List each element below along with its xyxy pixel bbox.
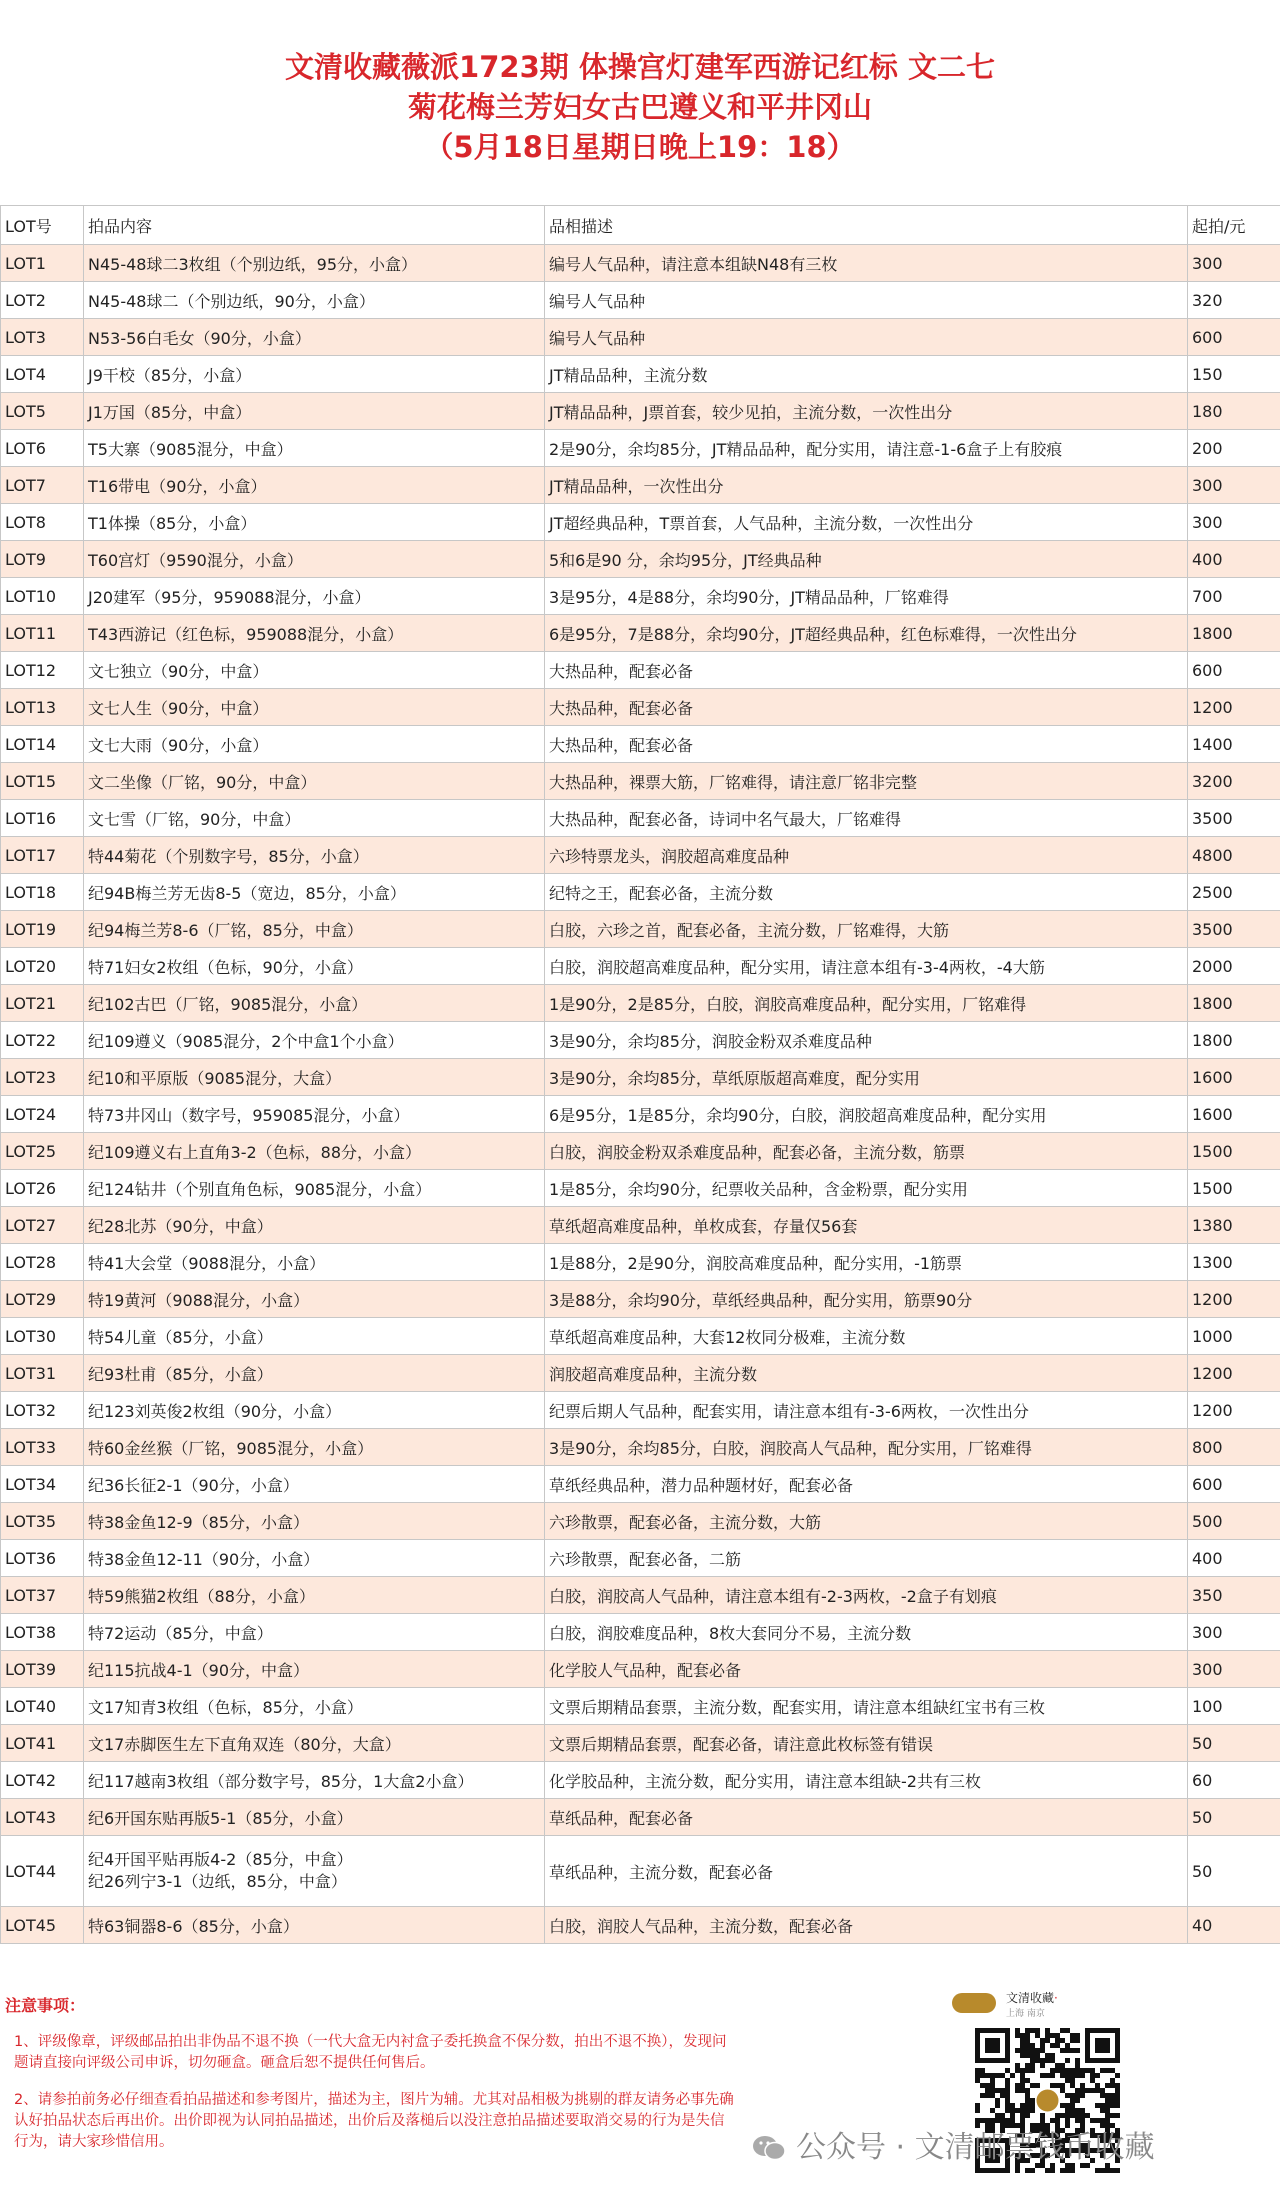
desc-cell: 白胶，润胶难度品种，8枚大套同分不易，主流分数 [545, 1614, 1188, 1651]
price-cell: 1000 [1188, 1318, 1280, 1355]
item-cell: 纪94B梅兰芳无齿8-5（宽边，85分，小盒） [84, 874, 545, 911]
item-cell: 特38金鱼12-11（90分，小盒） [84, 1540, 545, 1577]
desc-cell: JT超经典品种，T票首套，人气品种，主流分数，一次性出分 [545, 504, 1188, 541]
item-cell: 纪117越南3枚组（部分数字号，85分，1大盒2小盒） [84, 1762, 545, 1799]
lot-cell: LOT42 [1, 1762, 84, 1799]
table-row [1, 1392, 1280, 1429]
lot-cell: LOT21 [1, 985, 84, 1022]
item-cell: 特63铜器8-6（85分，小盒） [84, 1907, 545, 1944]
lot-cell: LOT32 [1, 1392, 84, 1429]
table-row [1, 689, 1280, 726]
brand-card: 文清收藏· 上海 南京 [952, 1985, 1132, 2025]
price-cell: 200 [1188, 430, 1280, 467]
item-cell: 文七独立（90分，中盒） [84, 652, 545, 689]
lot-cell: LOT31 [1, 1355, 84, 1392]
table-row [1, 1096, 1280, 1133]
item-cell: 特60金丝猴（厂铭，9085混分，小盒） [84, 1429, 545, 1466]
lot-cell: LOT20 [1, 948, 84, 985]
item-cell: 纪93杜甫（85分，小盒） [84, 1355, 545, 1392]
desc-cell: 大热品种，裸票大筋，厂铭难得，请注意厂铭非完整 [545, 763, 1188, 800]
desc-cell: 化学胶品种，主流分数，配分实用，请注意本组缺-2共有三枚 [545, 1762, 1188, 1799]
item-cell: 特59熊猫2枚组（88分，小盒） [84, 1577, 545, 1614]
price-cell: 300 [1188, 504, 1280, 541]
item-cell: 特41大会堂（9088混分，小盒） [84, 1244, 545, 1281]
table-row [1, 985, 1280, 1022]
table-row [1, 1688, 1280, 1725]
desc-cell: 六珍散票，配套必备，主流分数，大筋 [545, 1503, 1188, 1540]
item-cell: 纪124钻井（个别直角色标，9085混分，小盒） [84, 1170, 545, 1207]
table-row [1, 1836, 1280, 1907]
desc-cell: 白胶，六珍之首，配套必备，主流分数，厂铭难得，大筋 [545, 911, 1188, 948]
desc-cell: 大热品种，配套必备 [545, 689, 1188, 726]
table-row [1, 504, 1280, 541]
lot-cell: LOT22 [1, 1022, 84, 1059]
desc-cell: 白胶，润胶高人气品种，请注意本组有-2-3两枚，-2盒子有划痕 [545, 1577, 1188, 1614]
table-row [1, 1170, 1280, 1207]
note-item: 2、请参拍前务必仔细查看拍品描述和参考图片，描述为主，图片为辅。尤其对品相极为挑剔的群友请务必事先确认好拍品状态后再出价。出价即视为认同拍品描述，出价后及落槌后以没注意拍品描述要取消交易的行为是失信行为，请大家珍惜信用。 [14, 2092, 734, 2150]
desc-cell: 白胶，润胶超高难度品种，配分实用，请注意本组有-3-4两枚，-4大筋 [545, 948, 1188, 985]
table-row [1, 1651, 1280, 1688]
desc-cell: 白胶，润胶人气品种，主流分数，配套必备 [545, 1907, 1188, 1944]
lot-cell: LOT2 [1, 282, 84, 319]
notes-section [0, 1980, 760, 2153]
table-row [1, 1429, 1280, 1466]
price-cell: 300 [1188, 245, 1280, 282]
lot-cell: LOT12 [1, 652, 84, 689]
table-row [1, 1466, 1280, 1503]
item-cell: 特19黄河（9088混分，小盒） [84, 1281, 545, 1318]
column-header-desc: 品相描述 [545, 206, 1188, 245]
price-cell: 600 [1188, 652, 1280, 689]
price-cell: 1800 [1188, 615, 1280, 652]
price-cell: 180 [1188, 393, 1280, 430]
lot-cell: LOT30 [1, 1318, 84, 1355]
desc-cell: 1是88分，2是90分，润胶高难度品种，配分实用，-1筋票 [545, 1244, 1188, 1281]
price-cell: 1300 [1188, 1244, 1280, 1281]
table-row [1, 1281, 1280, 1318]
desc-cell: 草纸超高难度品种，单枚成套，存量仅56套 [545, 1207, 1188, 1244]
price-cell: 1500 [1188, 1133, 1280, 1170]
item-cell: 纪10和平原版（9085混分，大盒） [84, 1059, 545, 1096]
desc-cell: 大热品种，配套必备，诗词中名气最大，厂铭难得 [545, 800, 1188, 837]
item-cell: T1体操（85分，小盒） [84, 504, 545, 541]
desc-cell: 1是85分，余均90分，纪票收关品种，含金粉票，配分实用 [545, 1170, 1188, 1207]
price-cell: 1380 [1188, 1207, 1280, 1244]
lot-cell: LOT33 [1, 1429, 84, 1466]
table-row [1, 948, 1280, 985]
lot-cell: LOT34 [1, 1466, 84, 1503]
lot-cell: LOT14 [1, 726, 84, 763]
item-cell: 文17知青3枚组（色标，85分，小盒） [84, 1688, 545, 1725]
desc-cell: 3是90分，余均85分，草纸原版超高难度，配分实用 [545, 1059, 1188, 1096]
desc-cell: JT精品品种，主流分数 [545, 356, 1188, 393]
lot-cell: LOT41 [1, 1725, 84, 1762]
desc-cell: 3是95分，4是88分，余均90分，JT精品品种，厂铭难得 [545, 578, 1188, 615]
desc-cell: 六珍散票，配套必备，二筋 [545, 1540, 1188, 1577]
desc-cell: 大热品种，配套必备 [545, 652, 1188, 689]
lot-cell: LOT44 [1, 1836, 84, 1907]
price-cell: 1200 [1188, 1281, 1280, 1318]
note-item: 1、评级像章，评级邮品拍出非伪品不退不换（一代大盒无内衬盒子委托换盒不保分数，拍出不退不换），发现问题请直接向评级公司申诉，切勿砸盒。砸盒后恕不提供任何售后。 [14, 2034, 727, 2071]
lot-cell: LOT5 [1, 393, 84, 430]
lot-cell: LOT26 [1, 1170, 84, 1207]
lot-table [0, 205, 1280, 1944]
brand-name: 文清收藏 [1006, 1991, 1055, 2005]
table-row [1, 1318, 1280, 1355]
wechat-icon [752, 2134, 786, 2162]
item-cell: J20建军（95分，959088混分，小盒） [84, 578, 545, 615]
price-cell: 1800 [1188, 985, 1280, 1022]
table-row [1, 319, 1280, 356]
price-cell: 2000 [1188, 948, 1280, 985]
item-cell: 文二坐像（厂铭，90分，中盒） [84, 763, 545, 800]
lot-cell: LOT27 [1, 1207, 84, 1244]
item-cell: 纪123刘英俊2枚组（90分，小盒） [84, 1392, 545, 1429]
table-row [1, 837, 1280, 874]
desc-cell: 文票后期精品套票，配套必备，请注意此枚标签有错误 [545, 1725, 1188, 1762]
table-row [1, 1762, 1280, 1799]
desc-cell: 6是95分，1是85分，余均90分，白胶，润胶超高难度品种，配分实用 [545, 1096, 1188, 1133]
column-header-price: 起拍/元 [1188, 206, 1280, 245]
item-cell: J9干校（85分，小盒） [84, 356, 545, 393]
table-row [1, 282, 1280, 319]
item-cell: 纪115抗战4-1（90分，中盒） [84, 1651, 545, 1688]
table-row [1, 1614, 1280, 1651]
lot-cell: LOT23 [1, 1059, 84, 1096]
price-cell: 1600 [1188, 1059, 1280, 1096]
table-row [1, 393, 1280, 430]
item-cell: 纪94梅兰芳8-6（厂铭，85分，中盒） [84, 911, 545, 948]
price-cell: 300 [1188, 1614, 1280, 1651]
wechat-account-label: 公众号 · 文清邮票钱币收藏 [796, 2130, 1155, 2165]
item-cell: N53-56白毛女（90分，小盒） [84, 319, 545, 356]
table-row [1, 652, 1280, 689]
price-cell: 800 [1188, 1429, 1280, 1466]
lot-cell: LOT40 [1, 1688, 84, 1725]
brand-logo-icon [952, 1993, 996, 2013]
table-row [1, 1799, 1280, 1836]
item-cell: 文七人生（90分，中盒） [84, 689, 545, 726]
table-row [1, 1725, 1280, 1762]
table-row [1, 245, 1280, 282]
table-row [1, 763, 1280, 800]
price-cell: 50 [1188, 1836, 1280, 1907]
price-cell: 2500 [1188, 874, 1280, 911]
item-cell: J1万国（85分，中盒） [84, 393, 545, 430]
lot-cell: LOT11 [1, 615, 84, 652]
lot-cell: LOT36 [1, 1540, 84, 1577]
table-row [1, 1503, 1280, 1540]
price-cell: 150 [1188, 356, 1280, 393]
table-row [1, 541, 1280, 578]
price-cell: 300 [1188, 1651, 1280, 1688]
price-cell: 1600 [1188, 1096, 1280, 1133]
item-cell: 文七大雨（90分，小盒） [84, 726, 545, 763]
auction-subtitle: 菊花梅兰芳妇女古巴遵义和平井冈山 [407, 90, 872, 124]
item-cell: 特71妇女2枚组（色标，90分，小盒） [84, 948, 545, 985]
price-cell: 400 [1188, 541, 1280, 578]
item-cell: 纪36长征2-1（90分，小盒） [84, 1466, 545, 1503]
desc-cell: 编号人气品种 [545, 319, 1188, 356]
lot-cell: LOT37 [1, 1577, 84, 1614]
item-cell: 纪28北苏（90分，中盒） [84, 1207, 545, 1244]
item-cell: T60宫灯（9590混分，小盒） [84, 541, 545, 578]
price-cell: 3200 [1188, 763, 1280, 800]
price-cell: 50 [1188, 1799, 1280, 1836]
desc-cell: 3是90分，余均85分，润胶金粉双杀难度品种 [545, 1022, 1188, 1059]
item-cell: 特54儿童（85分，小盒） [84, 1318, 545, 1355]
price-cell: 700 [1188, 578, 1280, 615]
item-cell: 纪4开国平贴再版4-2（85分，中盒） 纪26列宁3-1（边纸，85分，中盒） [84, 1836, 545, 1907]
price-cell: 50 [1188, 1725, 1280, 1762]
lot-cell: LOT3 [1, 319, 84, 356]
table-row [1, 1355, 1280, 1392]
lot-cell: LOT9 [1, 541, 84, 578]
price-cell: 1200 [1188, 689, 1280, 726]
desc-cell: 纪票后期人气品种，配套实用，请注意本组有-3-6两枚，一次性出分 [545, 1392, 1188, 1429]
wechat-official-account [752, 2130, 1272, 2166]
lot-table-body [1, 245, 1280, 1944]
auction-datetime: （5月18日星期日晚上19：18） [424, 130, 856, 164]
desc-cell: 编号人气品种 [545, 282, 1188, 319]
price-cell: 400 [1188, 1540, 1280, 1577]
price-cell: 320 [1188, 282, 1280, 319]
desc-cell: 编号人气品种，请注意本组缺N48有三枚 [545, 245, 1188, 282]
price-cell: 40 [1188, 1907, 1280, 1944]
desc-cell: 1是90分，2是85分，白胶，润胶高难度品种，配分实用，厂铭难得 [545, 985, 1188, 1022]
lot-cell: LOT7 [1, 467, 84, 504]
price-cell: 500 [1188, 1503, 1280, 1540]
desc-cell: 白胶，润胶金粉双杀难度品种，配套必备，主流分数，筋票 [545, 1133, 1188, 1170]
auction-title: 文清收藏薇派1723期 体操宫灯建军西游记红标 文二七 [285, 50, 995, 84]
desc-cell: JT精品品种，一次性出分 [545, 467, 1188, 504]
desc-cell: 6是95分，7是88分，余均90分，JT超经典品种，红色标难得，一次性出分 [545, 615, 1188, 652]
price-cell: 600 [1188, 319, 1280, 356]
desc-cell: 5和6是90 分，余均95分，JT经典品种 [545, 541, 1188, 578]
desc-cell: 大热品种，配套必备 [545, 726, 1188, 763]
table-row [1, 874, 1280, 911]
lot-cell: LOT1 [1, 245, 84, 282]
table-row [1, 356, 1280, 393]
table-row [1, 911, 1280, 948]
item-cell: T5大寨（9085混分，中盒） [84, 430, 545, 467]
table-row [1, 1059, 1280, 1096]
column-header-item: 拍品内容 [84, 206, 545, 245]
item-cell: 特44菊花（个别数字号，85分，小盒） [84, 837, 545, 874]
price-cell: 300 [1188, 467, 1280, 504]
desc-cell: 文票后期精品套票，主流分数，配套实用，请注意本组缺红宝书有三枚 [545, 1688, 1188, 1725]
price-cell: 1400 [1188, 726, 1280, 763]
table-row [1, 1577, 1280, 1614]
desc-cell: 草纸经典品种，潜力品种题材好，配套必备 [545, 1466, 1188, 1503]
price-cell: 3500 [1188, 800, 1280, 837]
item-cell: 纪109遵义（9085混分，2个中盒1个小盒） [84, 1022, 545, 1059]
price-cell: 600 [1188, 1466, 1280, 1503]
lot-cell: LOT38 [1, 1614, 84, 1651]
table-row [1, 1244, 1280, 1281]
table-row [1, 1133, 1280, 1170]
lot-cell: LOT43 [1, 1799, 84, 1836]
table-row [1, 726, 1280, 763]
lot-cell: LOT19 [1, 911, 84, 948]
desc-cell: 纪特之王，配套必备，主流分数 [545, 874, 1188, 911]
desc-cell: 草纸品种，主流分数，配套必备 [545, 1836, 1188, 1907]
lot-cell: LOT6 [1, 430, 84, 467]
lot-cell: LOT4 [1, 356, 84, 393]
lot-cell: LOT39 [1, 1651, 84, 1688]
desc-cell: 化学胶人气品种，配套必备 [545, 1651, 1188, 1688]
price-cell: 1800 [1188, 1022, 1280, 1059]
lot-cell: LOT8 [1, 504, 84, 541]
desc-cell: 3是88分，余均90分，草纸经典品种，配分实用，筋票90分 [545, 1281, 1188, 1318]
item-cell: 纪6开国东贴再版5-1（85分，小盒） [84, 1799, 545, 1836]
table-row [1, 578, 1280, 615]
table-header-row [1, 206, 1280, 245]
column-header-lot: LOT号 [1, 206, 84, 245]
lot-cell: LOT24 [1, 1096, 84, 1133]
lot-cell: LOT35 [1, 1503, 84, 1540]
table-row [1, 615, 1280, 652]
lot-cell: LOT28 [1, 1244, 84, 1281]
desc-cell: 3是90分，余均85分，白胶，润胶高人气品种，配分实用，厂铭难得 [545, 1429, 1188, 1466]
lot-cell: LOT25 [1, 1133, 84, 1170]
desc-cell: 草纸品种，配套必备 [545, 1799, 1188, 1836]
lot-cell: LOT18 [1, 874, 84, 911]
item-cell: 特72运动（85分，中盒） [84, 1614, 545, 1651]
lot-cell: LOT45 [1, 1907, 84, 1944]
item-cell: 特73井冈山（数字号，959085混分，小盒） [84, 1096, 545, 1133]
lot-cell: LOT10 [1, 578, 84, 615]
item-cell: 纪102古巴（厂铭，9085混分，小盒） [84, 985, 545, 1022]
lot-cell: LOT15 [1, 763, 84, 800]
table-row [1, 800, 1280, 837]
desc-cell: 草纸超高难度品种，大套12枚同分极难，主流分数 [545, 1318, 1188, 1355]
table-row [1, 1540, 1280, 1577]
price-cell: 4800 [1188, 837, 1280, 874]
notes-title: 注意事项： [5, 1996, 86, 2015]
lot-cell: LOT16 [1, 800, 84, 837]
desc-cell: 六珍特票龙头，润胶超高难度品种 [545, 837, 1188, 874]
item-cell: 文七雪（厂铭，90分，中盒） [84, 800, 545, 837]
price-cell: 3500 [1188, 911, 1280, 948]
desc-cell: 2是90分，余均85分，JT精品品种，配分实用，请注意-1-6盒子上有胶痕 [545, 430, 1188, 467]
item-cell: 文17赤脚医生左下直角双连（80分，大盒） [84, 1725, 545, 1762]
table-row [1, 467, 1280, 504]
brand-subtitle: 上海 南京 [1006, 2009, 1045, 2019]
price-cell: 350 [1188, 1577, 1280, 1614]
item-cell: N45-48球二3枚组（个别边纸，95分，小盒） [84, 245, 545, 282]
desc-cell: 润胶超高难度品种，主流分数 [545, 1355, 1188, 1392]
price-cell: 100 [1188, 1688, 1280, 1725]
lot-cell: LOT13 [1, 689, 84, 726]
item-cell: 纪109遵义右上直角3-2（色标，88分，小盒） [84, 1133, 545, 1170]
price-cell: 1500 [1188, 1170, 1280, 1207]
item-cell: T16带电（90分，小盒） [84, 467, 545, 504]
item-cell: 特38金鱼12-9（85分，小盒） [84, 1503, 545, 1540]
lot-cell: LOT17 [1, 837, 84, 874]
item-cell: N45-48球二（个别边纸，90分，小盒） [84, 282, 545, 319]
item-cell: T43西游记（红色标，959088混分，小盒） [84, 615, 545, 652]
table-row [1, 1022, 1280, 1059]
table-row [1, 1907, 1280, 1944]
lot-cell: LOT29 [1, 1281, 84, 1318]
desc-cell: JT精品品种，J票首套，较少见拍，主流分数，一次性出分 [545, 393, 1188, 430]
page-header [0, 0, 1280, 205]
price-cell: 1200 [1188, 1355, 1280, 1392]
price-cell: 1200 [1188, 1392, 1280, 1429]
table-row [1, 430, 1280, 467]
price-cell: 60 [1188, 1762, 1280, 1799]
table-row [1, 1207, 1280, 1244]
